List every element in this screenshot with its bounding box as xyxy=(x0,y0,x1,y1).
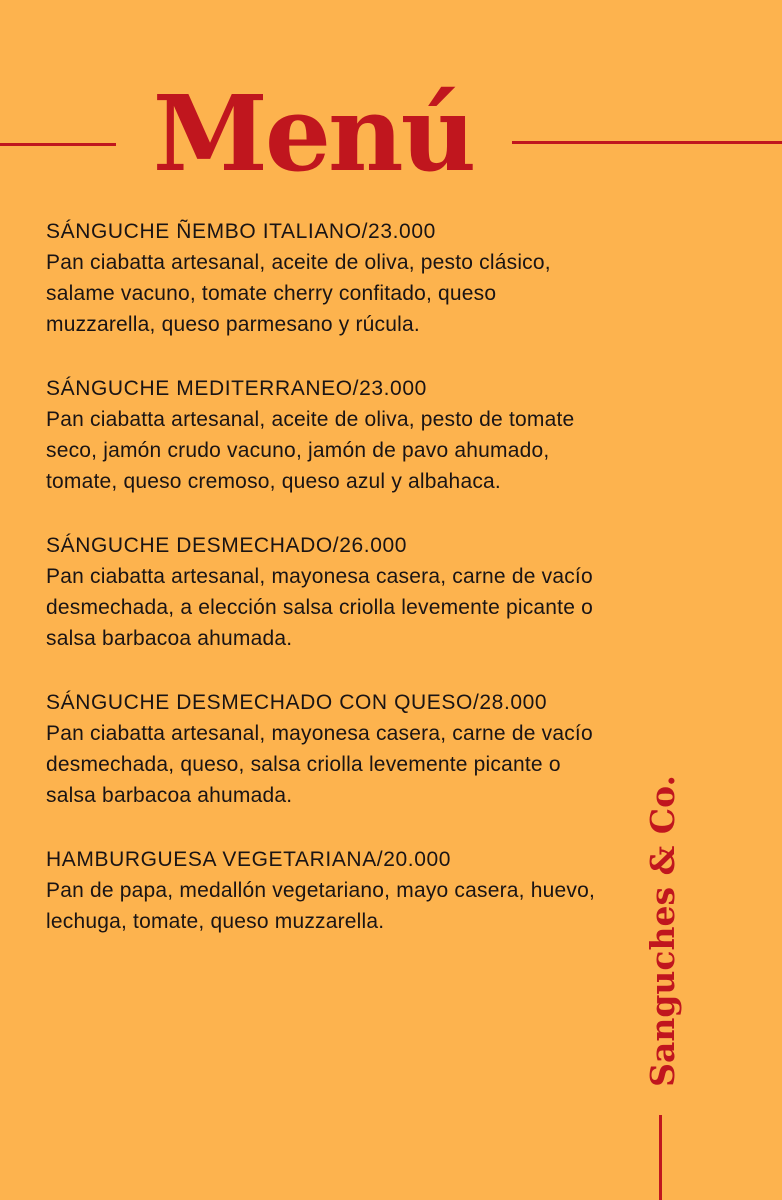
menu-item-description-line: Pan de papa, medallón vegetariano, mayo casera, huevo, xyxy=(46,879,595,902)
menu-item-description-line: Pan ciabatta artesanal, mayonesa casera, carne de vacío xyxy=(46,565,593,588)
menu-item-description-line: muzzarella, queso parmesano y rúcula. xyxy=(46,313,420,336)
menu-item-description-line: Pan ciabatta artesanal, aceite de oliva, pesto de tomate xyxy=(46,408,575,431)
menu-item xyxy=(46,373,646,497)
menu-item xyxy=(46,216,646,340)
menu-item-description-line: lechuga, tomate, queso muzzarella. xyxy=(46,910,385,933)
brand-block xyxy=(628,775,698,1200)
menu-list xyxy=(46,216,646,970)
menu-item xyxy=(46,687,646,811)
menu-item xyxy=(46,530,646,654)
menu-item-name: SÁNGUCHE MEDITERRANEO/23.000 xyxy=(46,377,427,400)
menu-item-description-line: seco, jamón crudo vacuno, jamón de pavo ahumado, xyxy=(46,439,550,462)
title-divider-left xyxy=(0,143,116,146)
page-title: Menú xyxy=(152,72,474,195)
menu-item-description-line: Pan ciabatta artesanal, aceite de oliva, pesto clásico, xyxy=(46,251,551,274)
menu-item-description-line: salame vacuno, tomate cherry confitado, queso xyxy=(46,282,497,305)
title-divider-right xyxy=(512,141,782,144)
menu-item-description-line: desmechada, a elección salsa criolla levemente picante o xyxy=(46,596,594,619)
menu-item-name: SÁNGUCHE DESMECHADO CON QUESO/28.000 xyxy=(46,691,548,714)
menu-item-name: SÁNGUCHE ÑEMBO ITALIANO/23.000 xyxy=(46,220,436,243)
menu-item xyxy=(46,844,646,937)
menu-item-description-line: desmechada, queso, salsa criolla levemente picante o xyxy=(46,753,561,776)
menu-item-description-line: Pan ciabatta artesanal, mayonesa casera, carne de vacío xyxy=(46,722,593,745)
brand-name: Sanguches & Co. xyxy=(643,775,682,1087)
brand-divider xyxy=(659,1115,662,1200)
menu-item-description-line: tomate, queso cremoso, queso azul y albahaca. xyxy=(46,470,501,493)
menu-item-name: HAMBURGUESA VEGETARIANA/20.000 xyxy=(46,848,452,871)
menu-item-description-line: salsa barbacoa ahumada. xyxy=(46,627,293,650)
menu-item-description-line: salsa barbacoa ahumada. xyxy=(46,784,293,807)
menu-item-name: SÁNGUCHE DESMECHADO/26.000 xyxy=(46,534,408,557)
